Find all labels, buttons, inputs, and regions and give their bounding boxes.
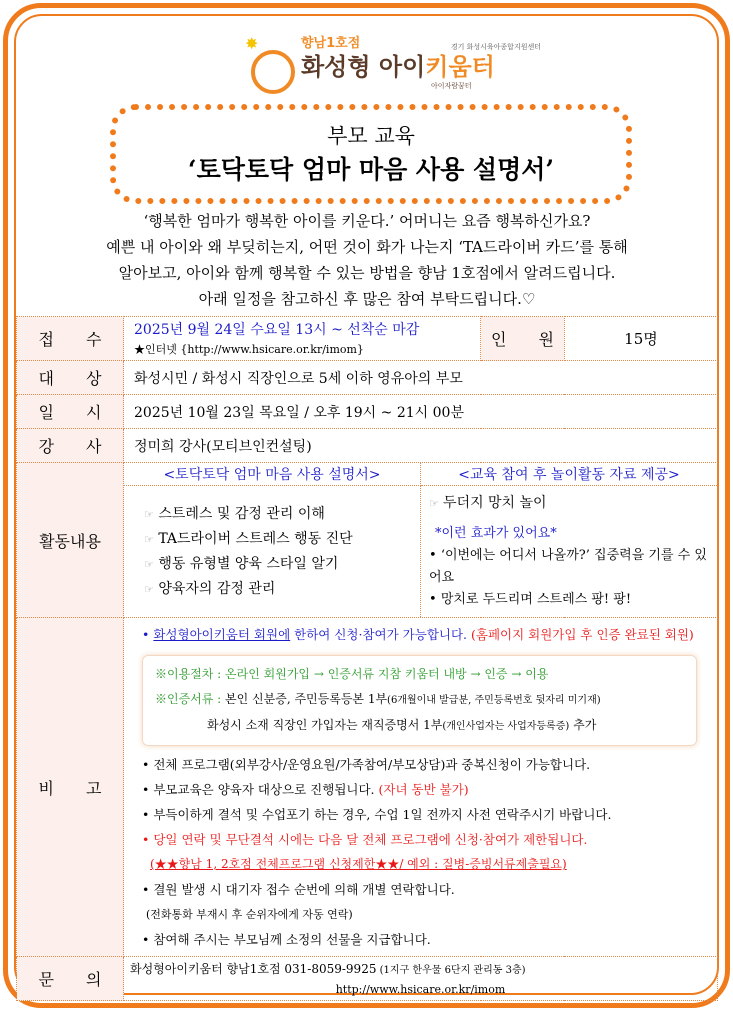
effect-item: • 망치로 두드리며 스트레스 팡! 팡! xyxy=(429,592,632,607)
note-sub: (전화통화 부재시 후 순위자에게 자동 연락) xyxy=(146,908,353,921)
note: • 결원 발생 시 대기자 접수 순번에 의해 개별 연락합니다. xyxy=(142,882,455,897)
activity-item: ☞ 양육자의 감정 관리 xyxy=(144,580,276,597)
receipt-web-link[interactable]: ★인터넷 {http://www.hsicare.or.kr/imom} xyxy=(134,342,364,356)
activity-item: ☞ 행동 유형별 양육 스타일 알기 xyxy=(144,555,339,572)
contact-url[interactable]: http://www.hsicare.or.kr/imom xyxy=(335,982,506,996)
logo-sub: 아이자람꿈터 xyxy=(431,82,472,90)
row-notes xyxy=(17,618,718,957)
note: • 부모교육은 양육자 대상으로 진행됩니다. (자녀 동반 불가) xyxy=(142,782,469,797)
docs2: 화성시 소재 직장인 가입자는 재직증명서 1부(개인사업자는 사업자등록증) 추가 xyxy=(207,718,597,732)
target-value: 화성시민 / 화성시 직장인으로 5세 이하 영유아의 부모 xyxy=(124,361,718,395)
note-warning: • 당일 연락 및 무단결석 시에는 다음 달 전체 프로그램에 신청·참여가 제한됩니다. xyxy=(142,832,588,847)
smiley-face-icon xyxy=(251,50,295,94)
note: • 부득이하게 결석 및 수업포기 하는 경우, 수업 1일 전까지 사전 연락주시기 바랍니다. xyxy=(142,807,612,822)
lecturer-value: 정미희 강사(모티브인컨설팅) xyxy=(124,429,718,463)
docs: ※인증서류 : 본인 신분증, 주민등록등본 1부(6개월이내 발급분, 주민등록번호 뒷자리 미기재) xyxy=(155,692,601,706)
label-contact: 문 의 xyxy=(17,957,124,1001)
content xyxy=(16,208,718,1001)
logo xyxy=(245,34,545,100)
activity-item: ☞ TA드라이버 스트레스 행동 진단 xyxy=(144,530,353,547)
page-title: ‘토닥토닥 엄마 마음 사용 설명서’ xyxy=(187,155,555,184)
row-lecturer xyxy=(17,429,718,463)
intro-line: ‘행복한 엄마가 행복한 아이를 키운다.’ 어머니는 요즘 행복하신가요? xyxy=(143,212,591,230)
title-line1: 부모 교육 xyxy=(327,124,415,148)
label-datetime: 일 시 xyxy=(17,395,124,429)
effects-title: *이런 효과가 있어요* xyxy=(435,526,557,541)
intro-line: 알아보고, 아이와 함께 행복할 수 있는 방법을 향남 1호점에서 알려드립니다. xyxy=(118,264,616,282)
label-notes: 비 고 xyxy=(17,618,124,957)
procedure: ※이용절차 : 온라인 회원가입 → 인증서류 지참 키움터 내방 → 인증 → 이용 xyxy=(155,667,549,681)
label-capacity: 인 원 xyxy=(481,317,565,361)
procedure-box xyxy=(142,655,697,746)
contact-info: 화성형아이키움터 향남1호점 031-8059-9925 (1지구 한우물 6단지 관리동 3층) xyxy=(130,961,526,976)
info-table xyxy=(16,316,718,1001)
logo-name: 화성형 아이키움터 xyxy=(301,53,495,81)
capacity-value: 15명 xyxy=(564,317,717,361)
title-box xyxy=(110,104,632,204)
member-link[interactable]: 화성형아이키움터 회원에 xyxy=(153,627,291,642)
activity-table xyxy=(124,463,717,617)
note: • 전체 프로그램(외부강사/운영요원/가족참여/부모상담)과 중복신청이 가능합니다. xyxy=(142,757,591,772)
activity-left-header: <토닥토닥 엄마 마음 사용 설명서> xyxy=(124,463,421,486)
logo-branch: 향남1호점 xyxy=(301,36,361,51)
label-target: 대 상 xyxy=(17,361,124,395)
row-receipt xyxy=(17,317,718,361)
row-target xyxy=(17,361,718,395)
intro xyxy=(16,208,718,312)
activity-right-header: <교육 참여 후 놀이활동 자료 제공> xyxy=(421,463,718,486)
activity-item: ☞ 스트레스 및 감정 관리 이해 xyxy=(144,505,325,522)
label-receipt: 접 수 xyxy=(17,317,124,361)
star-icon: ✸ xyxy=(245,34,259,53)
datetime-value: 2025년 10월 23일 목요일 / 오후 19시 ~ 21시 00분 xyxy=(124,395,718,429)
note-warning-sub: (★★향남 1, 2호점 전체프로그램 신청제한★★/ 예외 : 질병-증빙서류제출필요) xyxy=(150,857,567,871)
label-activity: 활동내용 xyxy=(17,463,124,618)
row-activity xyxy=(17,463,718,618)
intro-line: 아래 일정을 참고하신 후 많은 참여 부탁드립니다.♡ xyxy=(198,290,536,308)
play-item: ☞ 두더지 망치 놀이 xyxy=(429,495,547,511)
effect-item: • ‘이번에는 어디서 나올까?’ 집중력을 기를 수 있어요 xyxy=(429,548,707,585)
label-lecturer: 강 사 xyxy=(17,429,124,463)
logo-center: 경기 화성시육아종합지원센터 xyxy=(450,43,541,51)
row-datetime xyxy=(17,395,718,429)
note: • 참여해 주시는 부모님께 소정의 선물을 지급합니다. xyxy=(142,932,431,947)
intro-line: 예쁜 내 아이와 왜 부딪히는지, 어떤 것이 화가 나는지 ‘TA드라이버 카드’를 통해 xyxy=(106,238,628,256)
row-contact xyxy=(17,957,718,1001)
note-member: • 화성형아이키움터 회원에 한하여 신청·참여가 가능합니다. (홈페이지 회원가입 후 인증 완료된 회원) xyxy=(142,627,694,642)
receipt-date: 2025년 9월 24일 수요일 13시 ~ 선착순 마감 xyxy=(134,321,420,338)
